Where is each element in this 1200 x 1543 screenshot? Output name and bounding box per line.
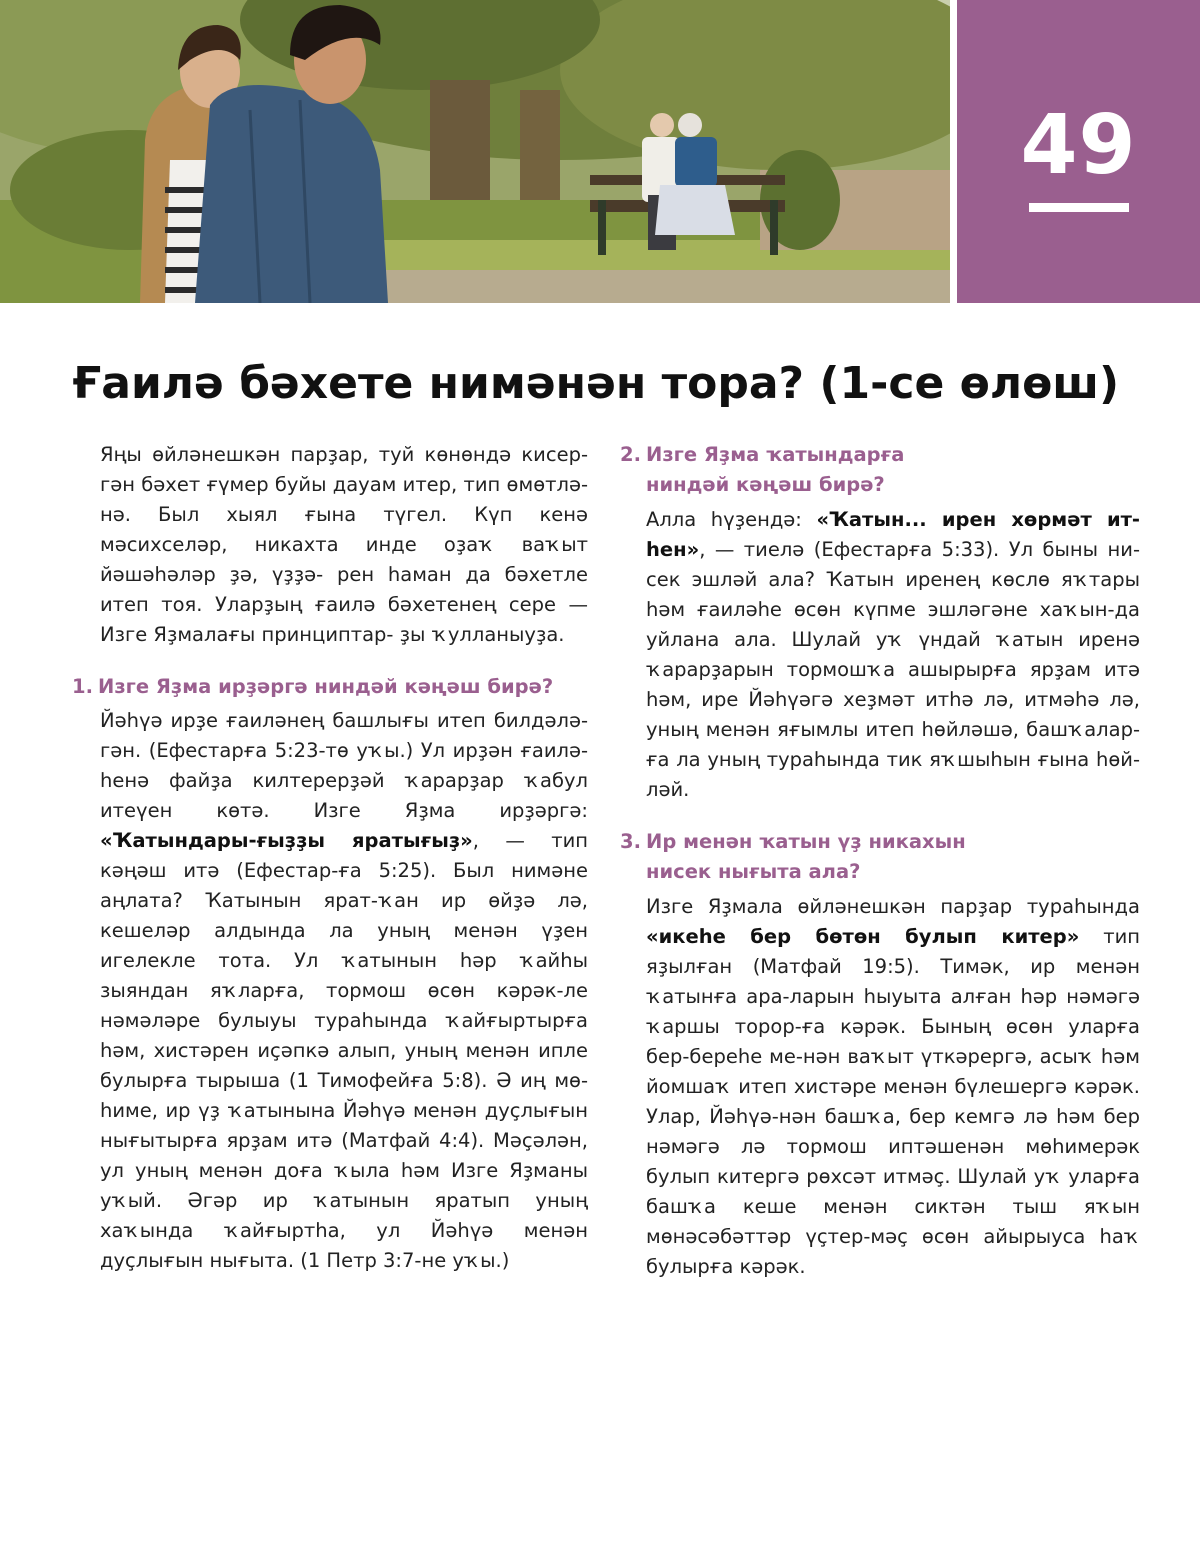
intro-line: ҙы ҡулланыуҙа. bbox=[399, 623, 565, 646]
question-number: 3. bbox=[620, 830, 641, 853]
lesson-number: 49 bbox=[1020, 98, 1137, 193]
scripture-quote: «Ҡатын... ирен хөрмәт ит-һен» bbox=[646, 508, 1141, 561]
answer-text: , — тип кәңәш итә (Ефестар-ға 5:25). Был нимәне аңлата? Ҡатынын ярат-ҡан ир өйҙә лә, кешеләр алдында ла уның менән үҙен игелекле тота. Ул ҡатынын һәр ҡайһы зыяндан яҡларға, тормош өсөн кәрәк-ле нәмәләре булыуы тураһында ҡайғыртырға һәм, хистәрен иҫәпкә алып, уның менән ипле булырға тырыша (1 Тимофейға 5:8). Ә иң мө-һиме, ир үҙ ҡатынына Йәһүә менән дуҫлығын нығытырға ярҙам итә (Матфай 4:4). Мәҫәлән, ул уның менән доға ҡыла һәм Изге Яҙманы уҡый. Әгәр ир ҡатынын яратып уның хаҡында ҡайғыртһа, ул Йәһүә менән дуҫлығын нығыта. (1 Петр 3:7-не уҡы.) bbox=[100, 829, 588, 1272]
question-heading bbox=[72, 672, 588, 702]
answer-text: Алла һүҙендә: bbox=[646, 508, 817, 531]
intro-line: никахта инде оҙаҡ ваҡыт йәшәһәләр ҙә, үҙҙә- bbox=[100, 533, 588, 586]
section-3 bbox=[620, 827, 1140, 1282]
answer-text: Йәһүә ирҙе ғаиләнең башлығы итеп билдәлә-гән. (Ефестарға 5:23-тө уҡы.) Ул ирҙән ғаилә-һенә файҙа килтерерҙәй ҡарарҙар ҡабул итеүен көтә. Изге Яҙма ирҙәргә: bbox=[100, 709, 588, 822]
page-title: Ғаилә бәхете нимәнән тора? (1-се өлөш) bbox=[72, 358, 1120, 409]
hero-photo bbox=[0, 0, 950, 303]
lesson-number-badge bbox=[957, 0, 1200, 303]
right-column bbox=[620, 440, 1140, 1282]
answer-paragraph bbox=[100, 706, 588, 1276]
intro-paragraph bbox=[100, 440, 588, 650]
badge-underline bbox=[1029, 203, 1129, 212]
left-column bbox=[72, 440, 588, 1276]
section-1 bbox=[72, 672, 588, 1276]
question-heading-line: ниндәй кәңәш бирә? bbox=[646, 473, 885, 496]
hero-illustration bbox=[0, 0, 950, 303]
scripture-quote: «Ҡатындары-ғыҙҙы яратығыҙ» bbox=[100, 829, 473, 852]
question-number: 2. bbox=[620, 443, 641, 466]
intro-line: гән бәхет ғүмер буйы дауам итер, тип өмөтлә- bbox=[100, 473, 588, 496]
intro-line: рен һаман да бәхетле итеп тоя. Уларҙың ғаилә bbox=[100, 563, 588, 616]
section-2 bbox=[620, 440, 1140, 805]
question-heading-line: Ир менән ҡатын үҙ никахын bbox=[646, 830, 966, 853]
question-heading-line: нисек нығыта ала? bbox=[646, 860, 861, 883]
question-number: 1. bbox=[72, 675, 93, 698]
answer-paragraph bbox=[646, 505, 1140, 805]
question-heading bbox=[620, 827, 1140, 887]
intro-line: бәхетенең сере — Изге Яҙмалағы принциптар- bbox=[100, 593, 588, 646]
scripture-quote: «икеһе бер бөтөн булып китер» bbox=[646, 925, 1080, 948]
answer-text: Изге Яҙмала өйләнешкән парҙар тураһында bbox=[646, 895, 1140, 918]
intro-line: Яңы өйләнешкән парҙар, туй көнөндә кисер- bbox=[100, 443, 588, 466]
answer-paragraph bbox=[646, 892, 1140, 1282]
answer-text: , — тиелә (Ефестарға 5:33). Ул быны ни-сек эшләй ала? Ҡатын иренең көслө яҡтары һәм ғаиләһе өсөн күпме эшләгәне хаҡын-да уйлана ала. Шулай уҡ үндай ҡатын иренә ҡарарҙарын тормошҡа ашырырға ярҙам итә һәм, ире Йәһүәгә хеҙмәт итһә лә, итмәһә лә, уның менән яғымлы итеп һөйләшә, башҡалар-ға ла уның тураһында тик яҡшыһын ғына һөй-ләй. bbox=[646, 538, 1140, 801]
question-heading-line: Изге Яҙма ҡатындарға bbox=[646, 443, 905, 466]
answer-text: тип яҙылған (Матфай 19:5). Тимәк, ир менән ҡатынға ара-ларын һыуыта алған һәр нәмәгә ҡаршы торор-ға кәрәк. Бының өсөн уларға бер-береһе ме-нән ваҡыт үткәрергә, асыҡ һәм йомшаҡ итеп хистәре менән бүлешергә кәрәк. Улар, Йәһүә-нән башҡа, бер кемгә лә һәм бер нәмәгә лә тормош иптәшенән мөһимерәк булып китергә рөхсәт итмәҫ. Шулай уҡ уларға башҡа кеше менән сиктән тыш яҡын мөнәсәбәттәр үҫтер-мәҫ өсөн айырыуса һаҡ булырға кәрәк. bbox=[646, 925, 1140, 1278]
question-heading-line: Изге Яҙма ирҙәргә ниндәй кәңәш бирә? bbox=[98, 675, 554, 698]
question-heading bbox=[620, 440, 1140, 500]
intro-line: нә. Был хыял ғына түгел. Күп кенә мәсихселәр, bbox=[100, 503, 588, 556]
